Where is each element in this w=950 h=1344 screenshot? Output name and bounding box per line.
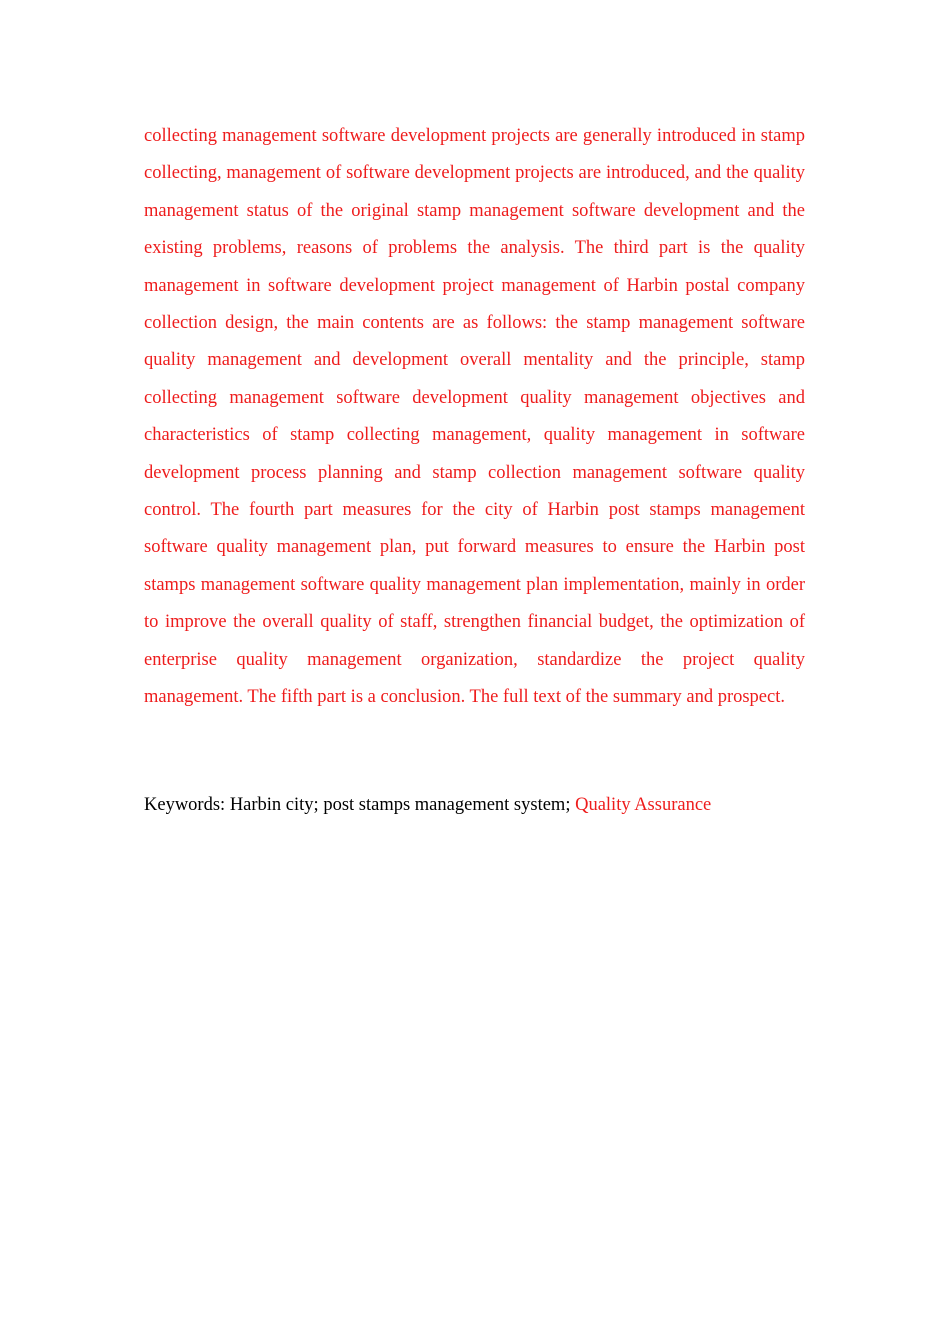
keywords-plain: Harbin city; post stamps management system; xyxy=(225,795,576,815)
keywords-highlighted: Quality Assurance xyxy=(575,795,712,815)
keywords-line xyxy=(144,789,805,822)
abstract-paragraph: collecting management software development projects are generally introduced in stamp collecting, management of software development projects are introduced, and the quality management status of the original stamp management software development and the existing problems, reasons of problems the analysis. The third part is the quality management in software development project management of Harbin postal company collection design, the main contents are as follows: the stamp management software quality management and development overall mentality and the principle, stamp collecting management software development quality management objectives and characteristics of stamp collecting management, quality management in software development process planning and stamp collection management software quality control. The fourth part measures for the city of Harbin post stamps management software quality management plan, put forward measures to ensure the Harbin post stamps management software quality management plan implementation, mainly in order to improve the overall quality of staff, strengthen financial budget, the optimization of enterprise quality management organization, standardize the project quality management. The fifth part is a conclusion. The full text of the summary and prospect. xyxy=(144,126,805,708)
keywords-label: Keywords: xyxy=(144,795,226,815)
